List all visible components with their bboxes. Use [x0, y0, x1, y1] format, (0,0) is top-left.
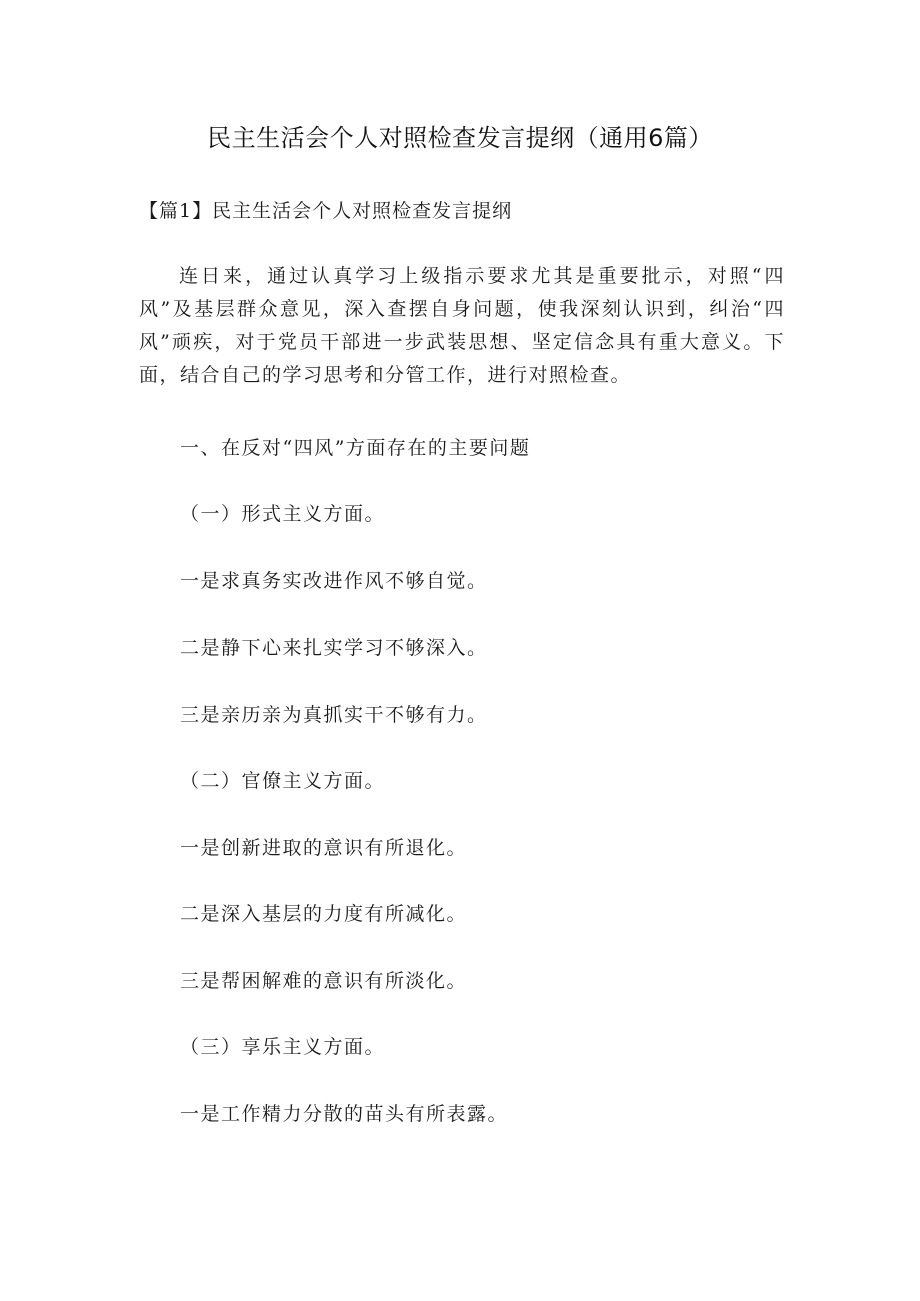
- section-heading: 【篇1】民主生活会个人对照检查发言提纲: [139, 200, 513, 222]
- intro-paragraph: 连日来，通过认真学习上级指示要求尤其是重要批示，对照“四风”及基层群众意见，深入查摆自身问题，使我深刻认识到，纠治“四风”顽疾，对于党员干部进一步武装思想、坚定信念具有重大意义。下面，结合自己的学习思考和分管工作，进行对照检查。: [139, 265, 785, 386]
- subsection-hedonism: （三）享乐主义方面。: [180, 1036, 386, 1058]
- list-item: 三是帮困解难的意识有所淡化。: [180, 970, 468, 992]
- list-item: 一是工作精力分散的苗头有所表露。: [180, 1103, 509, 1125]
- list-item: 二是静下心来扎实学习不够深入。: [180, 637, 488, 659]
- list-item: 二是深入基层的力度有所减化。: [180, 903, 468, 925]
- subsection-formalism: （一）形式主义方面。: [180, 503, 386, 525]
- list-item: 一是创新进取的意识有所退化。: [180, 837, 468, 859]
- document-title: 民主生活会个人对照检查发言提纲（通用6篇）: [207, 124, 713, 152]
- issue-heading: 一、在反对“四风”方面存在的主要问题: [180, 437, 531, 459]
- list-item: 三是亲历亲为真抓实干不够有力。: [180, 704, 488, 726]
- subsection-bureaucracy: （二）官僚主义方面。: [180, 770, 386, 792]
- list-item: 一是求真务实改进作风不够自觉。: [180, 570, 488, 592]
